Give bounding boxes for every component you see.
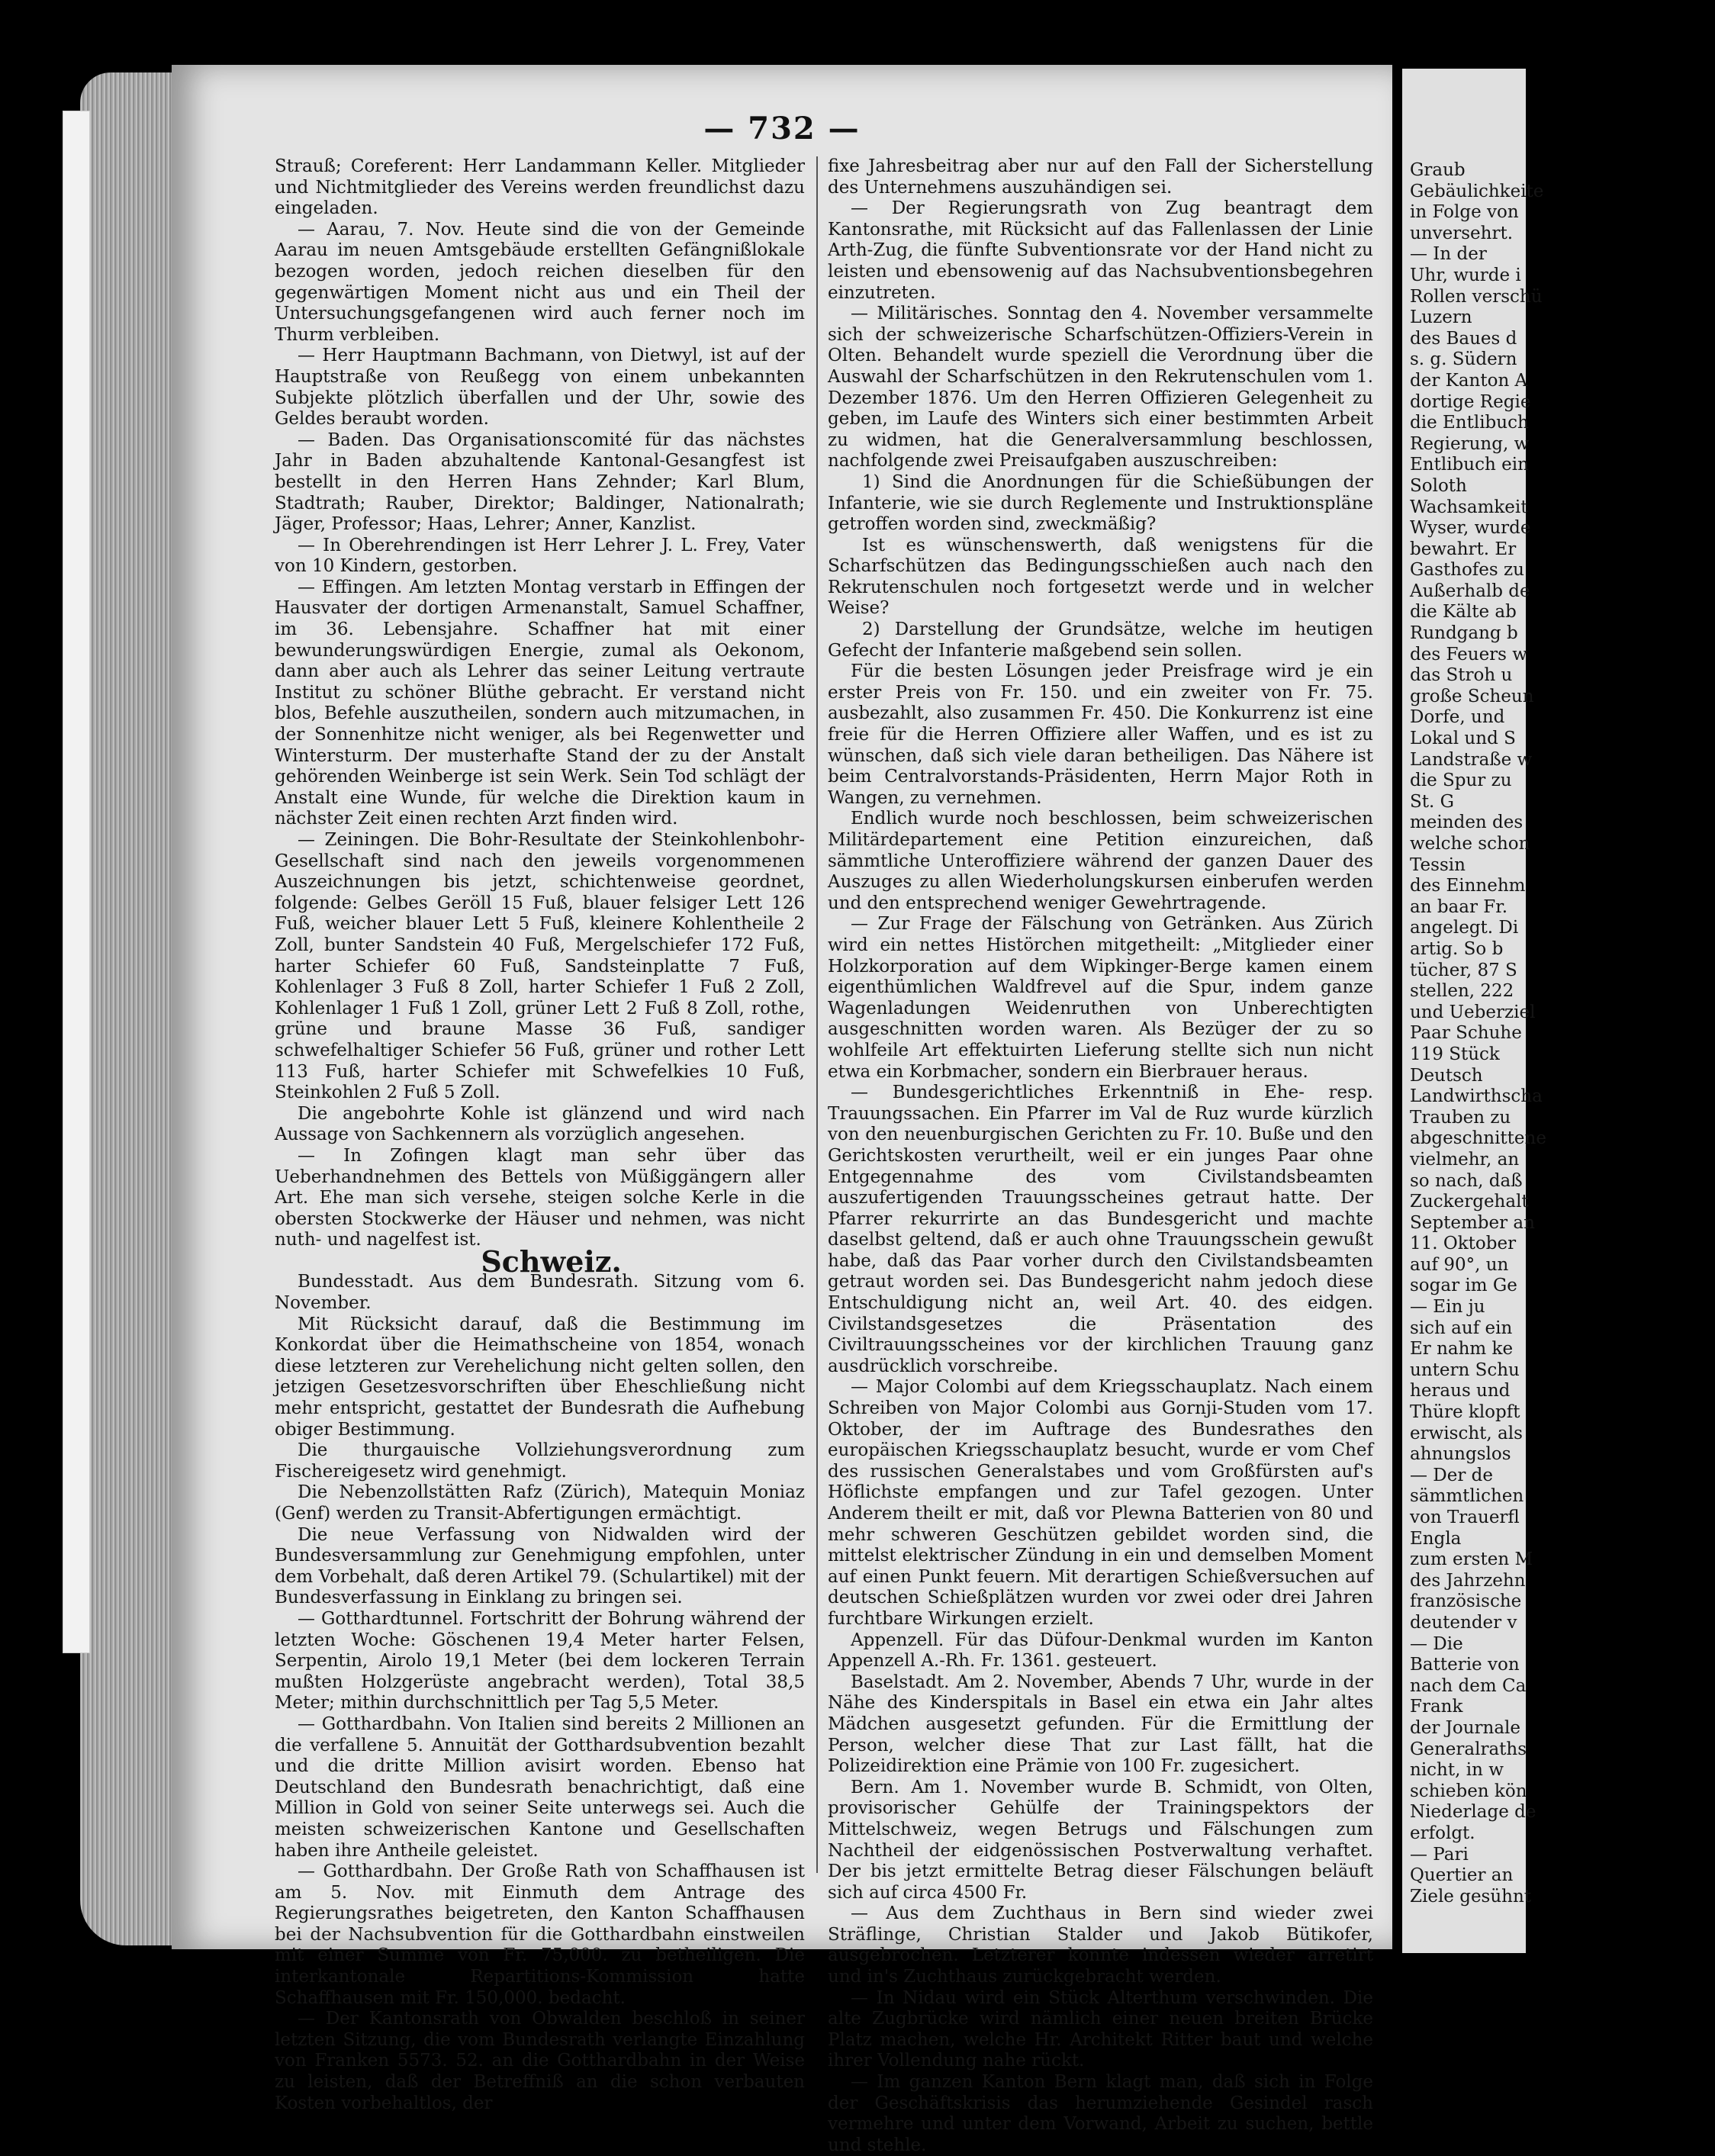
paragraph: Baselstadt. Am 2. November, Abends 7 Uhr, wurde in der Nähe des Kinderspitals in Basel ein etwa ein Jahr altes Mädchen ausgesetzt gefunden. Für die Ermittlung der Person, welcher diese That zur Last fällt, hat die Polizeidirektion eine Prämie von 100 Fr. zugesichert.	[828, 1672, 1373, 1777]
facing-page-line: Außerhalb de	[1410, 581, 1530, 601]
paragraph: — Der Regierungsrath von Zug beantragt dem Kantonsrathe, mit Rücksicht auf das Fallenlassen der Linie Arth-Zug, die fünfte Subventionsrate vor der Hand nicht zu leisten und ebensowenig auf das Nachsubventionsbegehren einzutreten.	[828, 198, 1373, 303]
facing-page-fragment	[1402, 69, 1546, 1953]
facing-page-line: Generalraths	[1410, 1739, 1527, 1759]
facing-page-line: Dorfe, und	[1410, 707, 1505, 728]
facing-page-line: sogar im Ge	[1410, 1276, 1517, 1296]
paragraph: Mit Rücksicht darauf, daß die Bestimmung im Konkordat über die Heimathscheine von 1854, wonach diese letzteren zur Verehelichung nicht gelten sollen, den jetzigen Gesetzesvorschriften über Eheschließung nicht mehr entspricht, gestattet der Bundesrath die Aufhebung obiger Bestimmung.	[275, 1314, 805, 1440]
facing-page-text	[1410, 160, 1715, 1907]
paragraph: — Der Kantonsrath von Obwalden beschloß in seiner letzten Sitzung, die vom Bundesrath verlangte Einzahlung von Franken 5573. 52. an die Gotthardbahn in der Weise zu leisten, daß der Betreffniß an die schon verbauten Kosten vorbehaltlos, der	[275, 2009, 805, 2113]
paragraph: — In Oberehrendingen ist Herr Lehrer J. L. Frey, Vater von 10 Kindern, gestorben.	[275, 535, 805, 577]
facing-page-line: sämmtlichen	[1410, 1486, 1524, 1507]
prize-question: Ist es wünschenswerth, daß wenigstens für die Scharfschützen das Bedingungsschießen auch nach den Rekrutenschulen noch fortgesetzt werde und in welcher Weise?	[828, 535, 1373, 619]
paragraph: Endlich wurde noch beschlossen, beim schweizerischen Militärdepartement eine Petition einzureichen, daß sämmtliche Unteroffiziere während der ganzen Dauer des Auszuges zu allen Wiederholungskursen einberufen werden und den entsprechend weniger Gewehrtragende.	[828, 809, 1373, 913]
page-marker-strip	[63, 111, 90, 1653]
paragraph: Für die besten Lösungen jeder Preisfrage wird je ein erster Preis von Fr. 150. und ein zweiter von Fr. 75. ausbezahlt, also zusammen Fr. 450. Die Konkurrenz ist eine freie für die Herren Offiziere aller Waffen, und es ist zu wünschen, daß sich viele daran betheiligen. Das Nähere ist beim Centralvorstands-Präsidenten, Herrn Major Roth in Wangen, zu vernehmen.	[828, 661, 1373, 808]
paragraph: — Herr Hauptmann Bachmann, von Dietwyl, ist auf der Hauptstraße von Reußegg von einem unbekannten Subjekte plötzlich überfallen und der Uhr, sowie des Geldes beraubt worden.	[275, 346, 805, 430]
facing-page-line: Thüre klopft	[1410, 1402, 1520, 1423]
right-column	[828, 156, 1373, 2156]
paragraph: — Im ganzen Kanton Bern klagt man, daß sich in Folge der Geschäftskrisis das herumziehende Gesindel rasch vermehre und unter dem Vorwand, Arbeit zu suchen, bettle und stehle.	[828, 2072, 1373, 2155]
facing-page-line: unversehrt.	[1410, 223, 1514, 243]
facing-page-line: Lokal und S	[1410, 729, 1516, 749]
paragraph: Bundesstadt. Aus dem Bundesrath. Sitzung vom 6. November.	[275, 1272, 805, 1314]
facing-page-line: Wyser, wurde	[1410, 518, 1531, 539]
facing-page-line: untern Schu	[1410, 1360, 1520, 1380]
facing-page-line: auf 90°, un	[1410, 1254, 1509, 1275]
paragraph: — Zeiningen. Die Bohr-Resultate der Steinkohlenbohr-Gesellschaft sind nach den jeweils vorgenommenen Auszeichnungen bis jetzt, schichtenweise geordnet, folgende: Gelbes Geröll 15 Fuß, blauer felsiger Lett 126 Fuß, weicher blauer Lett 5 Fuß, kleinere Kohlentheile 2 Zoll, bunter Sandstein 40 Fuß, Mergelschiefer 172 Fuß, harter Schiefer 60 Fuß, Sandsteinplatte 7 Fuß, Kohlenlager 3 Fuß 8 Zoll, harter Schiefer 1 Fuß 2 Zoll, Kohlenlager 1 Fuß 1 Zoll, grüner Lett 2 Fuß 8 Zoll, rothe, grüne und braune Masse 36 Fuß, sandiger schwefelhaltiger Schiefer 56 Fuß, grüner und rother Lett 113 Fuß, harter Schiefer mit Schwefelkies 10 Fuß, Steinkohlen 2 Fuß 5 Zoll.	[275, 830, 805, 1103]
facing-page-line: erwischt, als	[1410, 1423, 1523, 1443]
facing-page-line: Niederlage de	[1410, 1802, 1536, 1823]
facing-page-line: angelegt. Di	[1410, 918, 1519, 938]
facing-page-line: 11. Oktober	[1410, 1234, 1517, 1254]
facing-page-line: die Kälte ab	[1410, 602, 1517, 623]
facing-page-line: der Kanton A	[1410, 370, 1528, 391]
facing-page-line: des Feuers w	[1410, 644, 1527, 664]
facing-page-line: nicht, in w	[1410, 1760, 1504, 1781]
facing-page-line: — Ein ju	[1410, 1297, 1485, 1318]
facing-page-line: Landstraße w	[1410, 749, 1533, 770]
facing-page-line: Tessin	[1410, 854, 1466, 875]
book-page-732	[172, 65, 1392, 2155]
paragraph: Die neue Verfassung von Nidwalden wird der Bundesversammlung zur Genehmigung empfohlen, unter dem Vorbehalt, daß deren Artikel 79. (Schulartikel) mit der Bundesverfassung in Einklang zu bringen sei.	[275, 1524, 805, 1608]
prize-question: 1) Sind die Anordnungen für die Schießübungen der Infanterie, wie sie durch Reglemente und Instruktionspläne getroffen worden sind, zweckmäßig?	[828, 471, 1373, 535]
facing-page-line: tücher, 87 S	[1410, 960, 1517, 980]
facing-page-line: schieben kön	[1410, 1781, 1527, 1801]
facing-page-line: Entlibuch ein	[1410, 455, 1529, 475]
facing-page-line: Engla	[1410, 1528, 1462, 1549]
column-divider	[816, 156, 818, 1873]
facing-page-line: in Folge von	[1410, 202, 1519, 223]
facing-page-line: welche schon	[1410, 834, 1530, 854]
facing-page-line: Gebäulichkeite	[1410, 181, 1544, 201]
facing-page-line: Graub	[1410, 160, 1466, 180]
facing-page-line: stellen, 222	[1410, 981, 1514, 1002]
paragraph: Die thurgauische Vollziehungsverordnung zum Fischereigesetz wird genehmigt.	[275, 1440, 805, 1482]
facing-page-line: Rollen verschü	[1410, 286, 1543, 307]
paragraph: — Gotthardbahn. Von Italien sind bereits 2 Millionen an die verfallene 5. Annuität der Gotthardsubvention bezahlt und die dritte Million avisirt worden. Ebenso hat Deutschland den Bundesrath benachrichtigt, daß eine Million in Gold von seiner Seite unterwegs sei. Auch die meisten schweizerischen Kantone und Gesellschaften haben ihre Antheile geleistet.	[275, 1714, 805, 1861]
facing-page-line: abgeschnittene	[1410, 1128, 1546, 1149]
facing-page-line: sich auf ein	[1410, 1318, 1513, 1338]
facing-page-line: — Der de	[1410, 1465, 1494, 1485]
facing-page-line: Ziele gesühnt	[1410, 1886, 1532, 1907]
paragraph: — Major Colombi auf dem Kriegsschauplatz. Nach einem Schreiben von Major Colombi aus Gornji-Studen vom 17. Oktober, der im Auftrage des Bundesrathes den europäischen Kriegsschauplatz besucht, wurde er vom Chef des russischen Generalstabes und vom Großfürsten auf's Höflichste empfangen und zur Tafel gezogen. Unter Anderem theilt er mit, daß vor Plewna Batterien von 80 und mehr schweren Geschützen gebildet worden sind, die mittelst elektrischer Zündung in ein und demselben Moment auf einen Punkt feuern. Mit derartigen Schießversuchen auf deutschen Schießplätzen wurden vor zwei oder drei Jahren furchtbare Wirkungen erzielt.	[828, 1377, 1373, 1629]
facing-page-line: Landwirthscha	[1410, 1086, 1543, 1107]
facing-page-line: Er nahm ke	[1410, 1339, 1514, 1360]
paragraph: — Aarau, 7. Nov. Heute sind die von der Gemeinde Aarau im neuen Amtsgebäude erstellten Gefängnißlokale bezogen worden, jedoch reichen dieselben für den gegenwärtigen Moment nicht aus und ein Theil der Untersuchungsgefangenen wird auch ferner noch im Thurm verbleiben.	[275, 219, 805, 345]
book-page-edges	[80, 72, 179, 1945]
facing-page-line: September an	[1410, 1212, 1535, 1233]
facing-page-line: — In der	[1410, 244, 1487, 265]
facing-page-line: Wachsamkeit	[1410, 497, 1528, 517]
facing-page-line: 119 Stück	[1410, 1044, 1500, 1064]
paragraph: — Effingen. Am letzten Montag verstarb in Effingen der Hausvater der dortigen Armenanstalt, Samuel Schaffner, im 36. Lebensjahre. Schaffner hat mit einer bewunderungswürdigen Energie, zumal als Oekonom, dann aber auch als Lehrer das seiner Leitung vertraute Institut zu schöner Blüthe gebracht. Er verstand nicht blos, Befehle auszutheilen, sondern auch mitzumachen, in der Sonnenhitze nicht weniger, als bei Regenwetter und Wintersturm. Der musterhafte Stand der zu der Anstalt gehörenden Weinberge ist sein Werk. Sein Tod schlägt der Anstalt eine Wunde, für welche die Direktion kaum in nächster Zeit einen rechten Arzt finden wird.	[275, 577, 805, 829]
facing-page-line: des Einnehm	[1410, 876, 1526, 896]
facing-page-line: Deutsch	[1410, 1065, 1483, 1086]
facing-page-line: die Entlibuch	[1410, 413, 1529, 433]
facing-page-line: Batterie von	[1410, 1655, 1520, 1675]
facing-page-line: ahnungslos	[1410, 1444, 1511, 1465]
paragraph: Die Nebenzollstätten Rafz (Zürich), Matequin Moniaz (Genf) werden zu Transit-Abfertigungen ermächtigt.	[275, 1482, 805, 1524]
facing-page-line: s. g. Südern	[1410, 349, 1517, 370]
facing-page-line: Quertier an	[1410, 1865, 1514, 1886]
facing-page-line: bewahrt. Er	[1410, 539, 1517, 559]
facing-page-line: Luzern	[1410, 307, 1472, 328]
facing-page-line: des Jahrzehn	[1410, 1570, 1526, 1591]
facing-page-line: große Scheun	[1410, 686, 1534, 706]
paragraph: — Bundesgerichtliches Erkenntniß in Ehe- resp. Trauungssachen. Ein Pfarrer im Val de Ruz wurde kürzlich von den neuenburgischen Gerichten zu Fr. 10. Buße und den Gerichtskosten verurtheilt, weil er ein junges Paar ohne Entgegennahme des vom Civilstandsbeamten auszufertigenden Trauungsscheines getraut hatte. Der Pfarrer rekurrirte an das Bundesgericht und machte daselbst geltend, daß er auch ohne Trauungsschein gewußt habe, daß das Paar vorher durch den Civilstandsbeamten getraut worden sei. Das Bundesgericht nahm jedoch diese Entschuldigung nicht an, weil Art. 40. des eidgen. Civilstandsgesetzes die Präsentation des Civiltrauungsscheines vor der kirchlichen Trauung ganz ausdrücklich vorschreibe.	[828, 1083, 1373, 1376]
paragraph: — Gotthardbahn. Der Große Rath von Schaffhausen ist am 5. Nov. mit Einmuth dem Antrage des Regierungsrathes beigetreten, den Kanton Schaffhausen bei der Nachsubvention für die Gotthardbahn einstweilen mit einer Summe von Fr. 75,000. zu betheiligen. Die interkantonale Repartitions-Kommission hatte Schaffhausen mit Fr. 150,000. bedacht.	[275, 1862, 805, 2008]
facing-page-line: erfolgt.	[1410, 1823, 1475, 1843]
paragraph: — In Nidau wird ein Stück Alterthum verschwinden. Die alte Zugbrücke wird nämlich einer neuen breiten Brücke Platz machen, welche Hr. Architekt Ritter baut und welche ihrer Vollendung nahe rückt.	[828, 1987, 1373, 2071]
paragraph: — Gotthardtunnel. Fortschritt der Bohrung während der letzten Woche: Göschenen 19,4 Meter harter Felsen, Serpentin, Airolo 19,1 Meter (bei dem lockeren Terrain mußten Holzgerüste angebracht werden), Total 38,5 Meter; mithin durchschnittlich per Tag 5,5 Meter.	[275, 1608, 805, 1714]
facing-page-line: und Ueberziel	[1410, 1002, 1536, 1022]
prize-question: 2) Darstellung der Grundsätze, welche im heutigen Gefecht der Infanterie maßgebend sein sollen.	[828, 619, 1373, 661]
paragraph: — Militärisches. Sonntag den 4. November versammelte sich der schweizerische Scharfschützen-Offiziers-Verein in Olten. Behandelt wurde speziell die Verordnung über die Auswahl der Scharfschützen in den Rekrutenschulen vom 1. Dezember 1876. Um den Herren Offizieren Gelegenheit zu geben, im Laufe des Winters sich einer bestimmten Arbeit zu widmen, hat die Generalversammlung beschlossen, nachfolgende zwei Preisaufgaben auszuschreiben:	[828, 304, 1373, 471]
facing-page-line: Soloth	[1410, 475, 1467, 496]
facing-page-line: vielmehr, an	[1410, 1149, 1520, 1170]
paragraph: Strauß; Coreferent: Herr Landammann Keller. Mitglieder und Nichtmitglieder des Vereins werden freundlichst dazu eingeladen.	[275, 156, 805, 219]
facing-page-line: so nach, daß	[1410, 1170, 1523, 1191]
facing-page-line: Regierung, w	[1410, 433, 1530, 454]
facing-page-line: Trauben zu	[1410, 1107, 1511, 1128]
paragraph: — Aus dem Zuchthaus in Bern sind wieder zwei Sträflinge, Christian Stalder und Jakob Bütikofer, ausgebrochen. Letzterer konnte indessen wieder arretirt und in's Zuchthaus zurückgebracht werden.	[828, 1903, 1373, 1987]
facing-page-line: der Journale	[1410, 1717, 1521, 1738]
facing-page-line: — Pari	[1410, 1844, 1469, 1865]
facing-page-line: Paar Schuhe	[1410, 1023, 1522, 1044]
facing-page-line: das Stroh u	[1410, 665, 1513, 686]
facing-page-line: heraus und	[1410, 1381, 1511, 1401]
facing-page-line: an baar Fr.	[1410, 896, 1508, 917]
paragraph: — In Zofingen klagt man sehr über das Ueberhandnehmen des Bettels von Müßiggängern aller Art. Ehe man sich versehe, steigen solche Kerle in die obersten Stockwerke der Häuser und nehmen, was nicht nuth- und nagelfest ist.	[275, 1145, 805, 1250]
facing-page-line: Zuckergehalt	[1410, 1192, 1529, 1212]
facing-page-line: St. G	[1410, 791, 1454, 812]
facing-page-line: französische	[1410, 1591, 1522, 1612]
facing-page-line: Gasthofes zu	[1410, 560, 1524, 581]
facing-page-line: dortige Regie	[1410, 391, 1531, 412]
paragraph: — Zur Frage der Fälschung von Getränken. Aus Zürich wird ein nettes Histörchen mitgetheilt: „Mitglieder einer Holzkorporation auf dem Wipkinger-Berge kamen einem eigenthümlichen Waldfrevel auf die Spur, indem ganze Wagenladungen Weidenruthen von Unberechtigten ausgeschnitten worden waren. Als Bezüger der zu so wohlfeile Art effektuirten Lieferung stellte sich nun nicht etwa ein Korbmacher, sondern ein Bierbrauer heraus.	[828, 914, 1373, 1082]
paragraph: Die angebohrte Kohle ist glänzend und wird nach Aussage von Sachkennern als vorzüglich angesehen.	[275, 1103, 805, 1145]
facing-page-line: Rundgang b	[1410, 623, 1518, 644]
paragraph: — Baden. Das Organisationscomité für das nächstes Jahr in Baden abzuhaltende Kantonal-Gesangfest ist bestellt in den Herren Hans Zehnder; Karl Blum, Stadtrath; Rauber, Direktor; Baldinger, Nationalrath; Jäger, Professor; Haas, Lehrer; Anner, Kanzlist.	[275, 430, 805, 535]
page-number: — 732 —	[703, 111, 861, 146]
paragraph: fixe Jahresbeitrag aber nur auf den Fall der Sicherstellung des Unternehmens auszuhändigen sei.	[828, 156, 1373, 198]
paragraph: Appenzell. Für das Düfour-Denkmal wurden im Kanton Appenzell A.-Rh. Fr. 1361. gesteuert.	[828, 1630, 1373, 1672]
facing-page-line: Uhr, wurde i	[1410, 265, 1521, 285]
facing-page-line: meinden des	[1410, 813, 1524, 833]
section-heading: Schweiz.	[481, 1244, 622, 1279]
facing-page-line: artig. So b	[1410, 938, 1504, 959]
left-column	[275, 156, 805, 2114]
facing-page-line: des Baues d	[1410, 328, 1517, 349]
facing-page-line: nach dem Ca	[1410, 1675, 1527, 1696]
facing-page-line: von Trauerfl	[1410, 1508, 1520, 1527]
facing-page-line: zum ersten M	[1410, 1549, 1533, 1570]
facing-page-line: Frank	[1410, 1697, 1463, 1717]
facing-page-line: die Spur zu	[1410, 771, 1512, 791]
facing-page-line: — Die	[1410, 1633, 1463, 1654]
paragraph: Bern. Am 1. November wurde B. Schmidt, von Olten, provisorischer Gehülfe der Trainingspektors der Mittelschweiz, wegen Betrugs und Fälschungen zum Nachtheil der eidgenössischen Postverwaltung verhaftet. Der bis jetzt ermittelte Betrag dieser Fälschungen beläuft sich auf circa 4500 Fr.	[828, 1777, 1373, 1903]
facing-page-line: deutender v	[1410, 1612, 1517, 1633]
